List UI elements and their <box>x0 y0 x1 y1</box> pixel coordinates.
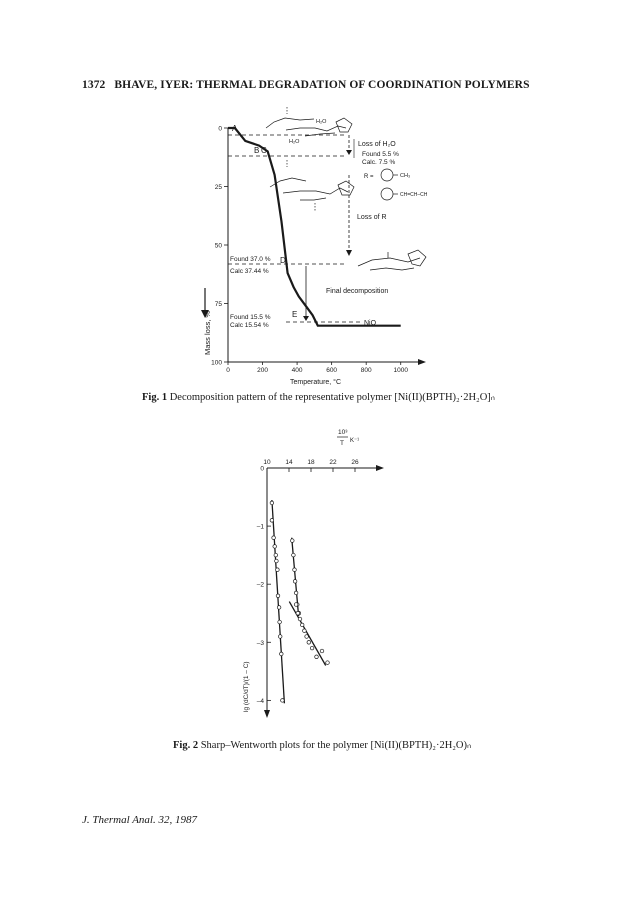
structure-2 <box>270 160 354 212</box>
data-point-series-3 <box>300 623 304 627</box>
fit-line-1 <box>272 500 285 703</box>
calc-1554-label: Calc 15.54 % <box>230 322 269 329</box>
point-label-e: E <box>292 310 298 319</box>
figure-2-sharp-wentworth-plot <box>225 418 405 723</box>
journal-footer: J. Thermal Anal. 32, 1987 <box>82 814 197 826</box>
data-point-series-1 <box>273 545 277 549</box>
fig2-y-tick-label: –3 <box>256 639 264 647</box>
fig2-y-tick-label: 0 <box>260 465 264 473</box>
fig2-caption-text: Sharp–Wentworth plots for the polymer [Ni(II)(BPTH)₂·2H₂O)ₙ <box>200 740 472 751</box>
data-point-series-3 <box>307 641 311 645</box>
point-label-b: B <box>254 146 260 155</box>
data-point-series-2 <box>293 580 297 584</box>
final-decomposition-label: Final decomposition <box>326 288 389 295</box>
data-point-series-3 <box>296 611 300 615</box>
fig1-y-tick-label: 25 <box>214 184 222 191</box>
drop-arrow-3 <box>303 316 309 321</box>
data-point-series-1 <box>272 536 276 540</box>
loss-h2o-label: Loss of H₂O <box>358 141 396 148</box>
fig1-x-tick-label: 1000 <box>393 367 408 374</box>
h2o-label-mid: H₂O <box>289 139 300 145</box>
r-ch3: CH₃ <box>400 173 411 179</box>
fig2-y-arrow-head <box>264 710 270 718</box>
calc-3744-label: Calc 37.44 % <box>230 268 269 275</box>
fig2-y-tick-label: –1 <box>256 523 264 531</box>
figure-1-tga-plot <box>185 100 455 386</box>
fig2-ticks <box>257 459 359 705</box>
r-definition <box>364 169 428 200</box>
data-point-series-1 <box>277 606 281 610</box>
data-point-series-3 <box>294 603 298 607</box>
point-label-d: D <box>280 256 286 265</box>
h2o-label-top: H₂O <box>316 119 327 125</box>
page-number: 1372 <box>82 79 106 91</box>
point-label-c: C <box>261 146 267 155</box>
fig1-caption-label: Fig. 1 <box>142 392 168 403</box>
r-symbol: R = <box>364 174 374 180</box>
data-point-series-1 <box>280 652 284 656</box>
fig2-x-tick-label: 26 <box>351 459 359 466</box>
found-55-label: Found 5.5 % <box>362 151 399 158</box>
fig2-y-tick-label: –2 <box>256 581 264 589</box>
data-point-series-3 <box>298 617 302 621</box>
fig2-fit-lines <box>272 500 326 703</box>
fig2-xlabel-bottom: T <box>340 440 344 447</box>
data-point-series-1 <box>281 699 285 703</box>
fig2-x-tick-label: 10 <box>263 459 271 466</box>
figure-1-caption <box>142 391 495 403</box>
fig2-xlabel-top: 10³ <box>338 429 348 436</box>
data-point-series-2 <box>292 553 296 557</box>
data-point-series-1 <box>270 519 274 523</box>
fit-line-3 <box>289 602 325 666</box>
fig1-x-tick-label: 200 <box>257 367 268 374</box>
fig2-x-tick-label: 18 <box>307 459 315 466</box>
data-point-series-3 <box>326 661 330 665</box>
fig1-y-tick-label: 50 <box>214 242 222 250</box>
fig2-ylabel: lg (dC/dT)/(1 – C) <box>243 661 250 712</box>
structure-1 <box>266 107 352 136</box>
fig1-ylabel: Mass loss, % <box>203 310 212 355</box>
data-point-series-1 <box>276 568 280 572</box>
calc-75-label: Calc. 7.5 % <box>362 159 396 166</box>
data-point-series-1 <box>278 635 282 639</box>
data-point-series-3 <box>310 646 314 650</box>
found-155-label: Found 15.5 % <box>230 314 271 321</box>
figure-2-caption <box>173 739 471 751</box>
fig1-y-tick-label: 75 <box>214 301 222 308</box>
data-point-series-1 <box>274 553 278 557</box>
fig1-x-tick-label: 0 <box>226 367 230 374</box>
fig1-x-tick-label: 400 <box>291 367 303 374</box>
fig1-x-arrow-head <box>418 359 426 365</box>
fig2-y-tick-label: –4 <box>256 697 264 705</box>
benzene-ring-2 <box>381 188 393 200</box>
fig2-x-tick-label: 22 <box>329 459 337 466</box>
data-point-series-2 <box>294 591 298 595</box>
benzene-ring-1 <box>381 169 393 181</box>
data-point-series-3 <box>315 655 319 659</box>
loss-r-label: Loss of R <box>357 214 387 221</box>
fig1-y-tick-label: 100 <box>211 359 222 367</box>
running-header <box>82 79 530 91</box>
point-label-a: A <box>232 124 238 133</box>
drop-arrow-1 <box>346 150 352 155</box>
r-chch: CH=CH–CH <box>400 192 428 198</box>
data-point-series-2 <box>293 568 297 572</box>
fig2-x-arrow-head <box>376 465 384 471</box>
data-point-series-2 <box>291 539 295 543</box>
running-title: BHAVE, IYER: THERMAL DEGRADATION OF COORDINATION POLYMERS <box>114 79 530 91</box>
fig1-y-tick-label: 0 <box>218 125 222 133</box>
data-point-series-1 <box>275 559 279 563</box>
data-point-series-1 <box>278 620 282 624</box>
found-370-label: Found 37.0 % <box>230 256 271 263</box>
nio-label: NiO <box>364 320 377 327</box>
data-point-series-3 <box>305 635 309 639</box>
fig2-xlabel-unit: K⁻¹ <box>350 438 360 444</box>
drop-arrow-2 <box>346 250 352 256</box>
fig1-xlabel: Temperature, °C <box>290 379 342 386</box>
fig1-x-tick-label: 600 <box>326 367 338 374</box>
structure-3 <box>358 250 426 270</box>
data-point-series-3 <box>320 649 324 653</box>
data-point-series-3 <box>303 629 307 633</box>
data-point-series-1 <box>276 594 280 598</box>
fig1-caption-text: Decomposition pattern of the representative polymer [Ni(II)(BPTH)₂·2H₂O]ₙ <box>169 392 495 403</box>
fig2-x-tick-label: 14 <box>285 459 293 466</box>
fig2-data-points <box>270 501 329 702</box>
data-point-series-1 <box>270 501 274 505</box>
fig2-caption-label: Fig. 2 <box>173 740 199 751</box>
fig1-x-tick-label: 800 <box>360 367 372 374</box>
